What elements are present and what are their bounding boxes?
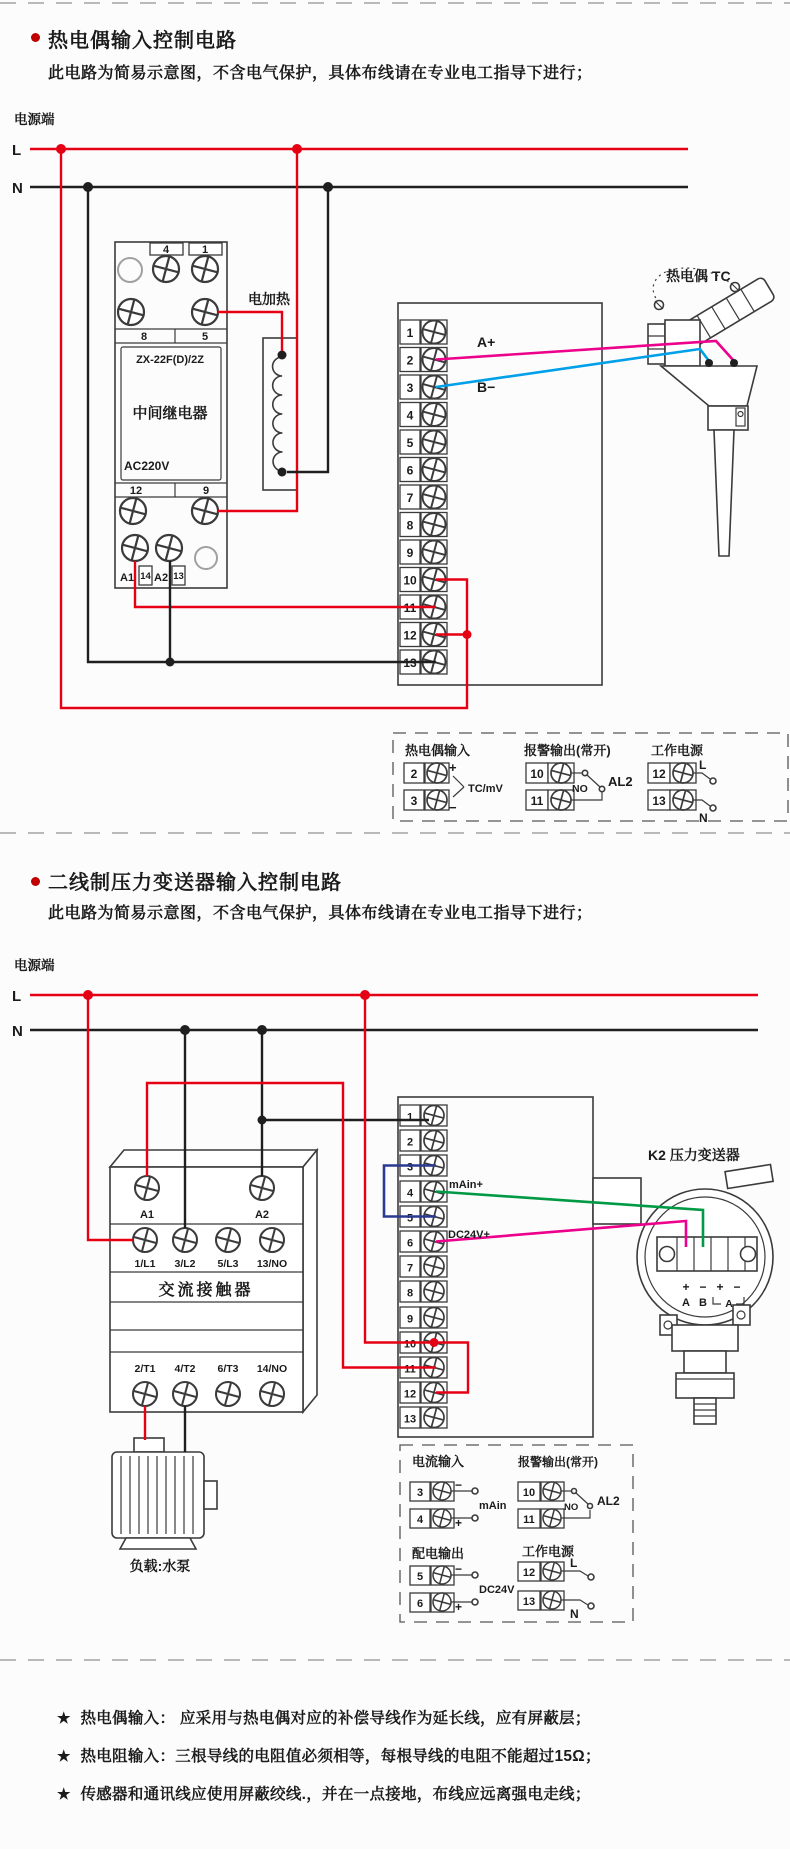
legend2-no: NO: [564, 1502, 579, 1513]
s2t12-label: 12: [403, 1388, 417, 1401]
s2t6-label: 6: [406, 1237, 414, 1250]
legend1-n: N: [699, 811, 708, 825]
k2-plus1: +: [682, 1280, 690, 1294]
legend2-dc: DC24V: [479, 1584, 515, 1596]
legend2-minus2: −: [455, 1562, 463, 1576]
legend-2: [400, 1445, 633, 1622]
relay-t14: 14: [140, 571, 151, 582]
legend1-n2: 2: [410, 767, 418, 781]
note-row-1: [57, 1706, 591, 1728]
transmitter-label: K2 压力变送器: [648, 1147, 740, 1163]
contactor-1l1: 1/L1: [134, 1258, 156, 1270]
legend1-minus: −: [449, 800, 457, 815]
t4-label: 4: [406, 408, 414, 423]
legend2-n6: 6: [416, 1598, 424, 1610]
legend1-n10: 10: [530, 767, 544, 781]
k2-ab: A: [725, 1298, 733, 1310]
wire-l-to-relay9: [218, 149, 297, 511]
legend2-n3: 3: [416, 1487, 424, 1499]
transmitter-conduit: [593, 1178, 641, 1224]
label-main-plus: mAin+: [449, 1179, 483, 1191]
transmitter-hex-nut: [676, 1373, 734, 1398]
star-icon: ★: [57, 1786, 71, 1803]
relay-t8: 8: [140, 331, 148, 343]
transmitter-thread: [694, 1398, 716, 1424]
terminal-strip-1: [400, 318, 448, 675]
legend2-minus1: −: [455, 1478, 463, 1492]
relay-a1: A1: [120, 572, 135, 584]
tc-transition-cone: [661, 366, 757, 406]
t2-label: 2: [406, 353, 414, 368]
legend2-l: L: [570, 1556, 578, 1570]
note-text-2: 热电阻输入：三根导线的电阻值必须相等，每根导线的电阻不能超过15Ω；: [80, 1748, 601, 1765]
heater: [248, 291, 297, 490]
relay-voltage: AC220V: [124, 459, 170, 473]
relay-mount-hole-top: [118, 258, 142, 282]
legend2-al2: AL2: [597, 1494, 620, 1508]
relay-model: ZX-22F(D)/2Z: [136, 354, 204, 366]
power-rails-2: [12, 988, 758, 1040]
legend2-col4-title: 工作电源: [522, 1544, 575, 1559]
motor-terminal-box: [134, 1438, 164, 1452]
heater-label: 电加热: [248, 291, 290, 307]
section2-title: 二线制压力变送器输入控制电路: [48, 872, 342, 894]
star-icon: ★: [57, 1748, 71, 1765]
relay-block: [115, 242, 227, 588]
s2t7-label: 7: [406, 1262, 414, 1275]
s2t5-label: 5: [406, 1212, 414, 1225]
contactor-2t1: 2/T1: [134, 1363, 156, 1375]
section2-power-label: 电源端: [14, 958, 55, 973]
section1-bullet-icon: [31, 33, 40, 42]
contactor-6t3: 6/T3: [217, 1363, 239, 1375]
legend1-col1-title: 热电偶输入: [405, 743, 471, 758]
s2t2-label: 2: [406, 1136, 414, 1149]
t12-label: 12: [403, 628, 417, 643]
terminal-strip-2: [400, 1104, 447, 1430]
s2t11-label: 11: [404, 1363, 416, 1376]
t13-label: 13: [403, 656, 417, 670]
motor-shaft: [204, 1481, 217, 1509]
s2t8-label: 8: [406, 1287, 414, 1300]
contactor-name: 交流接触器: [158, 1282, 254, 1299]
relay-t9: 9: [202, 485, 210, 497]
relay-t4: 4: [162, 244, 170, 256]
motor-label: 负载:水泵: [129, 1558, 191, 1574]
contactor-3l2: 3/L2: [174, 1258, 196, 1270]
section2-bullet-icon: [31, 877, 40, 886]
k2-b: B: [699, 1297, 707, 1309]
section2-subtitle: 此电路为简易示意图，不含电气保护，具体布线请在专业电工指导下进行；: [48, 905, 593, 922]
k2-minus1: −: [699, 1280, 707, 1294]
section1-power-label: 电源端: [14, 112, 55, 127]
wire-n-to-t13: [88, 187, 436, 662]
legend2-plus1: +: [455, 1516, 463, 1530]
star-icon: ★: [57, 1710, 71, 1727]
legend1-l: L: [699, 758, 707, 772]
label-b-minus: B−: [477, 379, 496, 395]
t3-label: 3: [406, 381, 414, 395]
note-row-2: [57, 1744, 601, 1766]
legend1-n11: 11: [530, 794, 544, 808]
relay-name: 中间继电器: [132, 405, 208, 422]
legend2-n4: 4: [416, 1514, 424, 1526]
contactor-14no: 14/NO: [256, 1363, 288, 1375]
label-dc24v-plus: DC24V+: [448, 1229, 490, 1241]
wire-heater-to-n: [287, 187, 328, 472]
t8-label: 8: [406, 518, 414, 533]
t6-label: 6: [406, 463, 414, 478]
k2-minus2: −: [733, 1280, 741, 1294]
legend1-n12: 12: [652, 767, 666, 781]
t11-label: 11: [403, 601, 417, 615]
motor-base: [120, 1538, 196, 1549]
rail-l-label-2: L: [12, 988, 22, 1005]
legend1-n13: 13: [652, 794, 666, 808]
contactor-5l3: 5/L3: [217, 1258, 239, 1270]
relay-mount-hole-bottom: [195, 547, 217, 569]
legend2-n12: 12: [522, 1567, 536, 1579]
rail-n-label-2: N: [12, 1023, 23, 1040]
legend2-main: mAin: [479, 1500, 507, 1512]
s2t4-label: 4: [406, 1187, 414, 1200]
relay-t13: 13: [173, 571, 184, 582]
t10-label: 10: [403, 573, 417, 588]
legend1-plus: +: [449, 760, 457, 775]
tc-probe: [714, 430, 734, 556]
legend1-range: TC/mV: [468, 783, 503, 795]
label-a-plus: A+: [477, 334, 496, 350]
legend1-n3: 3: [410, 794, 418, 808]
wires-section-1: [56, 144, 738, 708]
section1-title: 热电偶输入控制电路: [48, 30, 237, 52]
motor: [112, 1438, 217, 1574]
contactor: [110, 1150, 317, 1412]
contactor-a1: A1: [139, 1209, 155, 1221]
power-rails-1: [12, 142, 688, 197]
contactor-a2: A2: [254, 1209, 270, 1221]
heater-coil: [273, 357, 283, 471]
t9-label: 9: [406, 546, 414, 560]
contactor-13no: 13/NO: [256, 1258, 288, 1270]
legend2-n5: 5: [416, 1571, 424, 1583]
legend2-plus2: +: [455, 1600, 463, 1614]
k2-a: A: [682, 1297, 690, 1309]
legend2-col2-title: 报警输出(常开): [518, 1455, 598, 1469]
t5-label: 5: [406, 436, 414, 450]
legend1-col3-title: 工作电源: [651, 743, 704, 758]
contactor-4t2: 4/T2: [174, 1363, 196, 1375]
thermocouple: [648, 268, 776, 556]
relay-t5: 5: [201, 331, 209, 343]
legend2-n11: 11: [523, 1514, 535, 1526]
note-text-3: 传感器和通讯线应使用屏蔽绞线.，并在一点接地，布线应远离强电走线；: [80, 1786, 591, 1803]
relay-a2: A2: [154, 572, 169, 584]
s2t9-label: 9: [406, 1313, 414, 1326]
s2t3-label: 3: [406, 1161, 414, 1174]
section1-subtitle: 此电路为简易示意图，不含电气保护，具体布线请在专业电工指导下进行；: [48, 65, 593, 82]
s2t1-label: 1: [406, 1111, 414, 1124]
legend-1: [393, 733, 788, 825]
legend2-n13: 13: [522, 1596, 536, 1608]
s2t10-label: 10: [403, 1338, 417, 1351]
note-row-3: [57, 1782, 591, 1804]
legend2-col3-title: 配电输出: [412, 1546, 465, 1561]
s2t13-label: 13: [403, 1413, 417, 1426]
legend1-col2-title: 报警输出(常开): [524, 743, 611, 758]
rail-l-label-1: L: [12, 142, 22, 159]
k2-plus2: +: [716, 1280, 724, 1294]
legend2-nn: N: [570, 1607, 579, 1621]
rail-n-label-1: N: [12, 180, 23, 197]
transmitter-neck: [672, 1325, 738, 1351]
thermocouple-label: 热电偶 TC: [666, 268, 731, 284]
pressure-transmitter: [593, 1147, 773, 1424]
relay-t12: 12: [129, 485, 143, 497]
legend2-n10: 10: [522, 1487, 536, 1499]
legend1-al2: AL2: [608, 774, 633, 789]
note-text-1: 热电偶输入： 应采用与热电偶对应的补偿导线作为延长线，应有屏蔽层；: [80, 1710, 591, 1727]
transmitter-top-tab: [725, 1165, 773, 1189]
t7-label: 7: [406, 491, 414, 505]
t1-label: 1: [406, 326, 414, 340]
legend1-no: NO: [572, 783, 588, 795]
legend2-col1-title: 电流输入: [412, 1454, 465, 1469]
relay-t1: 1: [201, 244, 209, 256]
